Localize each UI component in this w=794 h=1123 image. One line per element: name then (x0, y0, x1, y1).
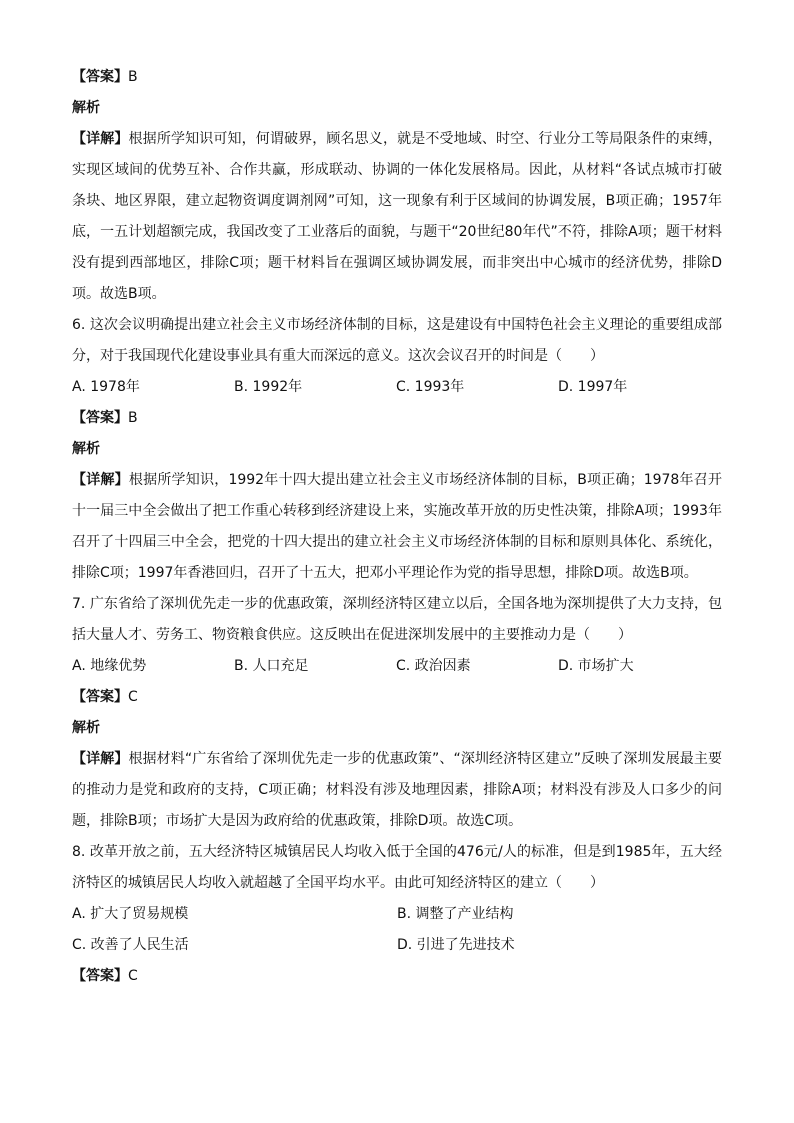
option-c: C. 1993年 (396, 379, 465, 395)
option-c: C. 政治因素 (396, 658, 471, 674)
answer-label: 【答案】 (72, 689, 128, 705)
answer-line (72, 961, 722, 992)
detail-paragraph (72, 744, 722, 837)
answer-label: 【答案】 (72, 69, 128, 85)
option-b: B. 人口充足 (234, 658, 309, 674)
analysis-heading: 解析 (72, 720, 100, 736)
option-a: A. 1978年 (72, 379, 140, 395)
option-b: B. 调整了产业结构 (397, 906, 514, 922)
detail-label: 【详解】 (72, 472, 129, 488)
detail-paragraph (72, 124, 722, 310)
question-8-options (72, 899, 722, 961)
question-8: 8. 改革开放之前，五大经济特区城镇居民人均收入低于全国的476元/人的标准，但是到1985年，五大经济特区的城镇居民人均收入就超越了全国平均水平。由此可知经济特区的建立（ ） (72, 844, 722, 891)
analysis-heading: 解析 (72, 100, 100, 116)
document-page (72, 62, 722, 992)
answer-line (72, 62, 722, 93)
analysis-heading: 解析 (72, 441, 100, 457)
option-d: D. 市场扩大 (558, 658, 634, 674)
option-d: D. 1997年 (558, 379, 628, 395)
detail-paragraph (72, 465, 722, 589)
detail-label: 【详解】 (72, 131, 129, 147)
detail-text: 根据所学知识，1992年十四大提出建立社会主义市场经济体制的目标，B项正确；1978年召开十一届三中全会做出了把工作重心转移到经济建设上来，实施改革开放的历史性决策，排除A项；1993年召开了十四届三中全会，把党的十四大提出的建立社会主义市场经济体制的目标和原则具体化、系统化，排除C项；1997年香港回归，召开了十五大，把邓小平理论作为党的指导思想，排除D项。故选B项。 (72, 472, 722, 581)
question-6-options (72, 372, 722, 403)
detail-text: 根据材料“广东省给了深圳优先走一步的优惠政策”、“深圳经济特区建立”反映了深圳发展最主要的推动力是党和政府的支持，C项正确；材料没有涉及地理因素，排除A项；材料没有涉及人口多少的问题，排除B项；市场扩大是因为政府给的优惠政策，排除D项。故选C项。 (72, 751, 723, 829)
detail-text: 根据所学知识可知，何谓破界，顾名思义，就是不受地域、时空、行业分工等局限条件的束缚，实现区域间的优势互补、合作共赢，形成联动、协调的一体化发展格局。因此，从材料“各试点城市打破条块、地区界限，建立起物资调度调剂网”可知，这一现象有利于区域间的协调发展，B项正确；1957年底，一五计划超额完成，我国改变了工业落后的面貌，与题干“20世纪80年代”不符，排除A项；题干材料没有提到西部地区，排除C项；题干材料旨在强调区域协调发展，而非突出中心城市的经济优势，排除D项。故选B项。 (72, 131, 723, 302)
detail-label: 【详解】 (72, 751, 129, 767)
option-b: B. 1992年 (234, 379, 303, 395)
question-6: 6. 这次会议明确提出建立社会主义市场经济体制的目标，这是建设有中国特色社会主义理论的重要组成部分，对于我国现代化建设事业具有重大而深远的意义。这次会议召开的时间是（ ） (72, 317, 722, 364)
answer-line (72, 682, 722, 713)
option-c: C. 改善了人民生活 (72, 937, 189, 953)
option-a: A. 地缘优势 (72, 658, 147, 674)
question-7-options (72, 651, 722, 682)
answer-value: B (128, 69, 138, 85)
answer-value: C (128, 689, 138, 705)
answer-label: 【答案】 (72, 968, 128, 984)
answer-value: B (128, 410, 138, 426)
option-d: D. 引进了先进技术 (397, 937, 515, 953)
question-7: 7. 广东省给了深圳优先走一步的优惠政策，深圳经济特区建立以后，全国各地为深圳提供了大力支持，包括大量人才、劳务工、物资粮食供应。这反映出在促进深圳发展中的主要推动力是（ ） (72, 596, 722, 643)
answer-line (72, 403, 722, 434)
option-a: A. 扩大了贸易规模 (72, 906, 189, 922)
answer-label: 【答案】 (72, 410, 128, 426)
answer-value: C (128, 968, 138, 984)
